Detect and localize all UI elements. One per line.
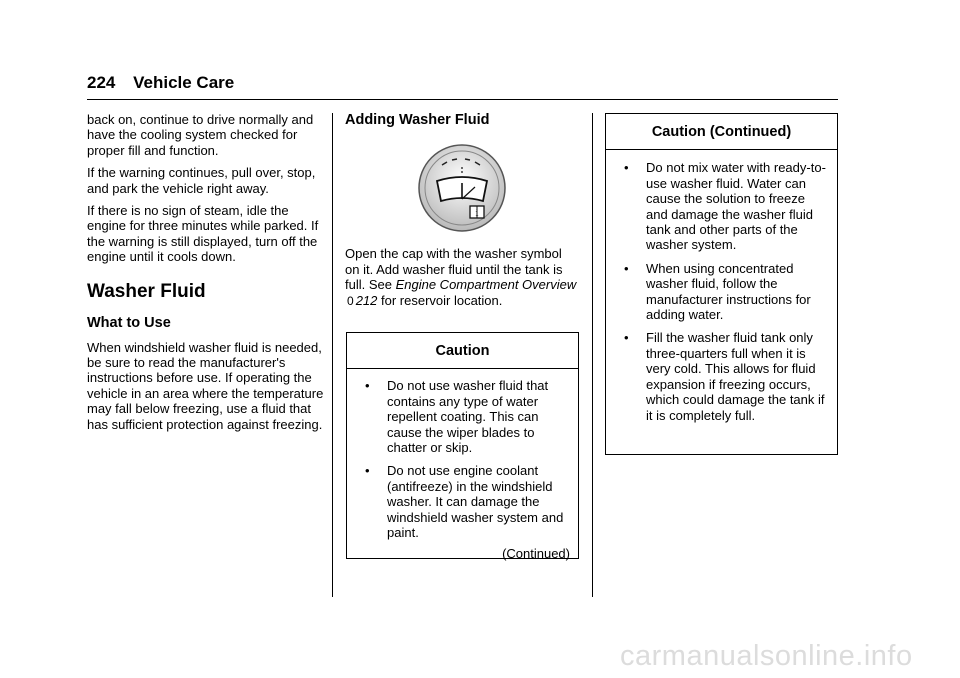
continued-label: (Continued) (502, 546, 570, 562)
caution-bullet: • Do not use washer fluid that contains any type of water repellent coating. This can cause the wiper blades to chatter or skip. (355, 378, 570, 455)
caution-bullet: • When using concentrated washer fluid, follow the manufacturer instructions for adding water. (614, 261, 829, 323)
bullet-icon: • (365, 463, 370, 479)
caution-bullet: • Fill the washer fluid tank only three-quarters full when it is very cold. This allows for fluid expansion if freezing occurs, which could damage the tank if it is completely full. (614, 330, 829, 422)
caution-title: Caution (Continued) (606, 114, 837, 150)
page-header (87, 73, 234, 93)
section-heading: Washer Fluid (87, 280, 206, 302)
page-ref: 212 (355, 292, 378, 308)
paragraph: If the warning continues, pull over, stop, and park the vehicle right away. (87, 165, 316, 196)
bullet-icon: • (365, 378, 370, 394)
caution-bullet: • Do not use engine coolant (antifreeze) in the windshield washer. It can damage the windshield washer system and paint. (355, 463, 570, 540)
subsection-heading: What to Use (87, 314, 171, 331)
left-column (87, 112, 327, 439)
column-divider-right (592, 113, 593, 597)
bullet-icon: • (624, 330, 629, 346)
caution-body (347, 369, 578, 567)
caution-title: Caution (347, 333, 578, 369)
bullet-icon: • (624, 160, 629, 176)
caution-continued-box (605, 113, 838, 455)
paragraph: Open the cap with the washer symbol on it. Add washer fluid until the tank is full. See Engine Compartment Overview 0 212 for reservoir location. (345, 246, 577, 308)
middle-column (345, 112, 578, 316)
caution-box (346, 332, 579, 562)
washer-fluid-icon (417, 143, 507, 233)
caution-bullet: • Do not mix water with ready-to-use washer fluid. Water can cause the solution to freeze and damage the washer fluid tank and other parts of the washer system. (614, 160, 829, 252)
washer-fluid-icon-wrap (345, 143, 578, 236)
bullet-icon: • (624, 260, 629, 276)
subsection-heading: Adding Washer Fluid (345, 112, 490, 128)
watermark: carmanualsonline.info (620, 640, 913, 672)
section-title: Vehicle Care (133, 73, 235, 92)
column-divider-left (332, 113, 333, 597)
paragraph: back on, continue to drive normally and have the cooling system checked for proper fill and function. (87, 112, 314, 158)
header-rule (87, 99, 838, 100)
page-number: 224 (87, 73, 116, 92)
paragraph: When windshield washer fluid is needed, be sure to read the manufacturer's instructions before use. If operating the vehicle in an area where the temperature may fall below freezing, use a fluid that has sufficient protection against freezing. (87, 339, 324, 432)
cross-reference: Engine Compartment Overview (395, 277, 577, 293)
page-ref-arrow-icon: 0 (347, 293, 354, 308)
paragraph: If there is no sign of steam, idle the engine for three minutes while parked. If the warning is still displayed, turn off the engine until it cools down. (87, 203, 319, 265)
caution-body (606, 150, 837, 437)
svg-text:i: i (475, 209, 478, 219)
